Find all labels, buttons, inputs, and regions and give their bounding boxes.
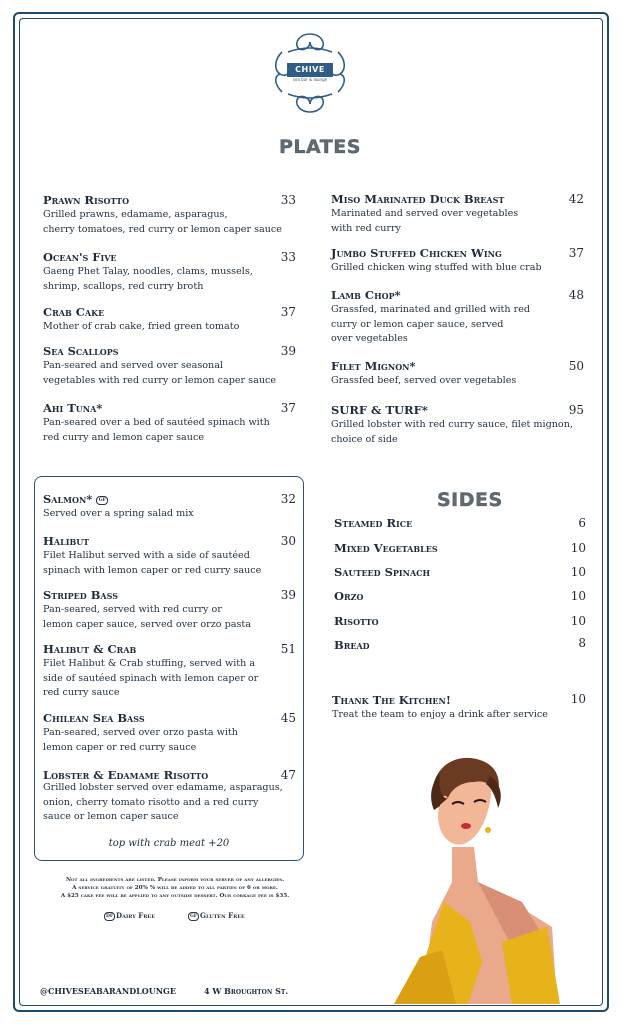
- menu-item-price: 45: [280, 711, 296, 725]
- menu-item-name: Halibut: [43, 534, 90, 548]
- crab-addon-note: top with crab meat +20: [108, 838, 230, 849]
- menu-item-desc: Grassfed, marinated and grilled with red curry or lemon caper sauce, served over vegetables: [331, 304, 531, 344]
- menu-item-price: 48: [568, 288, 584, 302]
- menu-item-price: 33: [280, 250, 296, 264]
- menu-item-desc: Grassfed beef, served over vegetables: [331, 375, 517, 386]
- gluten-free-icon: GF: [189, 913, 198, 919]
- side-price: 10: [570, 565, 586, 579]
- thank-kitchen-price: 10: [570, 692, 586, 706]
- menu-item-desc: Grilled chicken wing stuffed with blue crab: [331, 262, 542, 273]
- thank-kitchen-name: Thank The Kitchen!: [332, 693, 451, 707]
- menu-item-price: 30: [280, 534, 296, 548]
- menu-item-price: 37: [280, 305, 296, 319]
- menu-item-price: 39: [280, 344, 296, 358]
- menu-item-name: Crab Cake: [43, 305, 105, 319]
- menu-item-desc: Grilled lobster with red curry sauce, filet mignon, choice of side: [331, 419, 573, 445]
- social-handle: @CHIVESEABARANDLOUNGE: [40, 986, 176, 996]
- gluten-free-badge: GF: [96, 496, 108, 505]
- menu-item-name: Jumbo Stuffed Chicken Wing: [331, 246, 502, 260]
- menu-item-name: Filet Mignon*: [331, 359, 416, 373]
- menu-item-price: 51: [280, 642, 296, 656]
- thank-kitchen-desc: Treat the team to enjoy a drink after service: [332, 709, 548, 720]
- menu-item-name: Miso Marinated Duck Breast: [331, 192, 505, 206]
- address: 4 W Broughton St.: [204, 986, 289, 996]
- menu-item-price: 50: [568, 359, 584, 373]
- menu-item-price: 39: [280, 588, 296, 602]
- menu-item-desc: Gaeng Phet Talay, noodles, clams, mussels, shrimp, scallops, red curry broth: [43, 266, 253, 292]
- menu-item-desc: Pan-seared and served over seasonal vegetables with red curry or lemon caper sauce: [43, 360, 277, 386]
- menu-item-name: Halibut & Crab: [43, 642, 137, 656]
- logo-wordmark: CHIVE: [287, 63, 333, 77]
- menu-item-name: Prawn Risotto: [43, 193, 130, 207]
- menu-item-price: 37: [280, 401, 296, 415]
- plates-heading: PLATES: [279, 136, 361, 158]
- menu-item-desc: Pan-seared, served with red curry or lemon caper sauce, served over orzo pasta: [43, 604, 251, 630]
- menu-item-price: 42: [568, 192, 584, 206]
- menu-item-name: Chilean Sea Bass: [43, 711, 145, 725]
- side-name: Steamed Rice: [334, 516, 413, 530]
- dairy-free-legend: DF Dairy Free: [105, 911, 156, 920]
- menu-item-price: 95: [568, 403, 584, 417]
- menu-item-desc: Grilled prawns, edamame, asparagus, cherry tomatoes, red curry or lemon caper sauce: [43, 209, 282, 235]
- side-name: Sauteed Spinach: [334, 565, 431, 579]
- menu-item-name: Ocean's Five: [43, 250, 117, 264]
- menu-item-price: 37: [568, 246, 584, 260]
- menu-item-name: Striped Bass: [43, 588, 119, 602]
- menu-item-name: Lamb Chop*: [331, 288, 401, 302]
- menu-item-desc: Served over a spring salad mix: [43, 508, 194, 519]
- woman-illustration: [382, 752, 562, 1004]
- menu-item-name: Sea Scallops: [43, 344, 119, 358]
- side-name: Orzo: [334, 589, 364, 603]
- menu-item-desc: Marinated and served over vegetables with red curry: [331, 208, 519, 234]
- gluten-free-legend: GF Gluten Free: [189, 911, 245, 920]
- side-price: 6: [578, 516, 586, 530]
- menu-item-price: 47: [280, 768, 296, 782]
- menu-item-desc: Grilled lobster served over edamame, asparagus, onion, cherry tomato risotto and a red curry sauce or lemon caper sauce: [43, 782, 283, 822]
- menu-item-name: Ahi Tuna*: [43, 401, 103, 415]
- side-name: Mixed Vegetables: [334, 541, 438, 555]
- menu-item-desc: Pan-seared, served over orzo pasta with lemon caper or red curry sauce: [43, 727, 238, 753]
- side-price: 8: [578, 636, 586, 650]
- fine-print: Not all ingredients are listed. Please inform your server of any allergies. A service gratuity of 20% % will be added to all parties of 6 or more. A $25 cake fee will be applied to any outside dessert. Our corkage fee is $35.: [60, 877, 290, 899]
- logo-subtitle: sea bar & lounge: [292, 77, 328, 82]
- side-name: Risotto: [334, 614, 379, 628]
- menu-item-price: 33: [280, 193, 296, 207]
- sides-heading: SIDES: [437, 489, 503, 511]
- dairy-free-icon: DF: [105, 913, 114, 919]
- menu-item-desc: Filet Halibut & Crab stuffing, served with a side of sautéed spinach with lemon caper or red curry sauce: [43, 658, 259, 698]
- side-price: 10: [570, 614, 586, 628]
- menu-item-price: 32: [280, 492, 296, 506]
- menu-item-desc: Mother of crab cake, fried green tomato: [43, 321, 240, 332]
- menu-item-name: Salmon* GF: [43, 492, 108, 506]
- side-price: 10: [570, 589, 586, 603]
- side-price: 10: [570, 541, 586, 555]
- menu-item-name: Lobster & Edamame Risotto: [43, 768, 209, 782]
- menu-item-name: SURF & TURF*: [331, 403, 428, 417]
- menu-item-desc: Pan-seared over a bed of sautéed spinach with red curry and lemon caper sauce: [43, 417, 270, 443]
- menu-item-desc: Filet Halibut served with a side of sautéed spinach with lemon caper or red curry sauce: [43, 550, 262, 576]
- side-name: Bread: [334, 638, 370, 652]
